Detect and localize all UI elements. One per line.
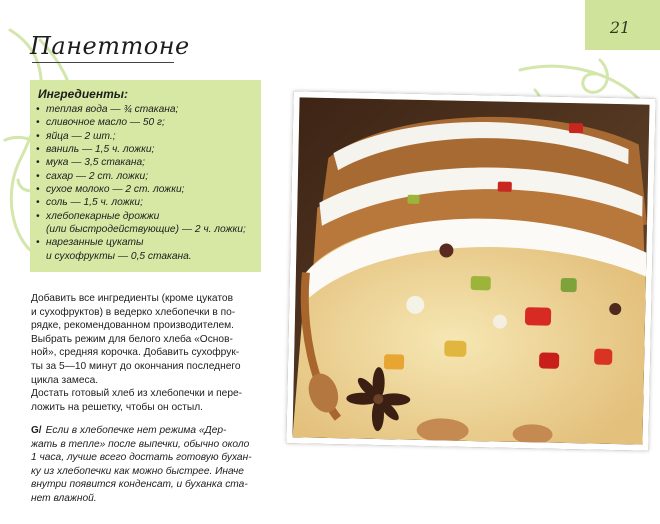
instruction-line: Выбрать режим для белого хлеба «Основ- [31, 333, 233, 345]
ingredient-item [36, 143, 260, 156]
ingredient-item [36, 103, 260, 116]
ingredients-list [36, 103, 260, 263]
ingredient-item [36, 130, 260, 143]
bullet-icon: • [36, 157, 40, 169]
ingredient-text: хлебопекарные дрожжи [46, 210, 160, 222]
title-underline [32, 62, 174, 63]
bullet-icon: • [36, 144, 40, 156]
ingredients-heading: Ингредиенты: [38, 87, 129, 101]
instruction-line: цикла замеса. [31, 374, 99, 386]
ingredient-text: сахар — 2 ст. ложки; [46, 170, 149, 182]
note-line: внутри появится конденсат, и буханка ста- [31, 479, 248, 491]
bullet-icon: • [36, 184, 40, 196]
instruction-line: Достать готовый хлеб из хлебопечки и пере- [31, 388, 243, 400]
ingredient-text: сухое молоко — 2 ст. ложки; [46, 184, 185, 196]
recipe-title: Панеттоне [30, 32, 190, 60]
ingredient-item [36, 236, 260, 263]
panettone-illustration [292, 97, 649, 444]
ingredient-item [36, 156, 260, 169]
ingredient-text: ваниль — 1,5 ч. ложки; [46, 144, 155, 156]
note-line: ку из хлебопечки как можно быстрее. Иначе [31, 465, 244, 477]
instruction-line: ты за 5—10 минут до окончания последнего [31, 360, 241, 372]
ingredient-text: мука — 3,5 стакана; [46, 157, 145, 169]
ingredient-text: теплая вода — ¾ стакана; [46, 104, 179, 115]
instruction-line: ложить на решетку, чтобы он остыл. [31, 401, 204, 413]
panettone-photo [286, 91, 655, 451]
note [31, 424, 273, 506]
bullet-icon: • [36, 130, 40, 142]
instruction-line: рядке, рекомендованном производителем. [31, 320, 235, 332]
note-line: жать в тепле» после выпечки, обычно около [31, 438, 250, 450]
ingredient-item [36, 196, 260, 209]
note-icon: G/ [31, 425, 42, 436]
instruction-line: Добавить все ингредиенты (кроме цукатов [31, 293, 233, 304]
bullet-icon: • [36, 117, 40, 129]
ingredient-item [36, 116, 260, 129]
ingredient-item [36, 183, 260, 196]
note-line [31, 424, 273, 438]
ingredient-item [36, 210, 260, 237]
instruction-line: и сухофруктов) в ведерко хлебопечки в по- [31, 306, 236, 318]
ingredient-text: яйца — 2 шт.; [46, 130, 116, 142]
bullet-icon: • [36, 104, 40, 115]
ingredient-text-continued: (или быстродействующие) — 2 ч. ложки; [46, 224, 246, 236]
ingredient-text: соль — 1,5 ч. ложки; [46, 197, 143, 209]
page-number: 21 [609, 18, 631, 37]
instruction-line: ной», средняя корочка. Добавить сухофрук- [31, 347, 240, 359]
ingredient-item [36, 170, 260, 183]
ingredient-text: сливочное масло — 50 г; [46, 117, 165, 129]
bullet-icon: • [36, 237, 40, 249]
ingredient-text: нарезанные цукаты [46, 237, 144, 249]
bullet-icon: • [36, 170, 40, 182]
bullet-icon: • [36, 197, 40, 209]
note-text: Если в хлебопечке нет режима «Дер- [45, 425, 227, 436]
note-line: 1 часа, лучше всего достать готовую бухан- [31, 452, 252, 464]
instructions [31, 292, 273, 414]
ingredient-text-continued: и сухофрукты — 0,5 стакана. [46, 250, 192, 262]
bullet-icon: • [36, 210, 40, 222]
note-line: нет влажной. [31, 492, 97, 504]
